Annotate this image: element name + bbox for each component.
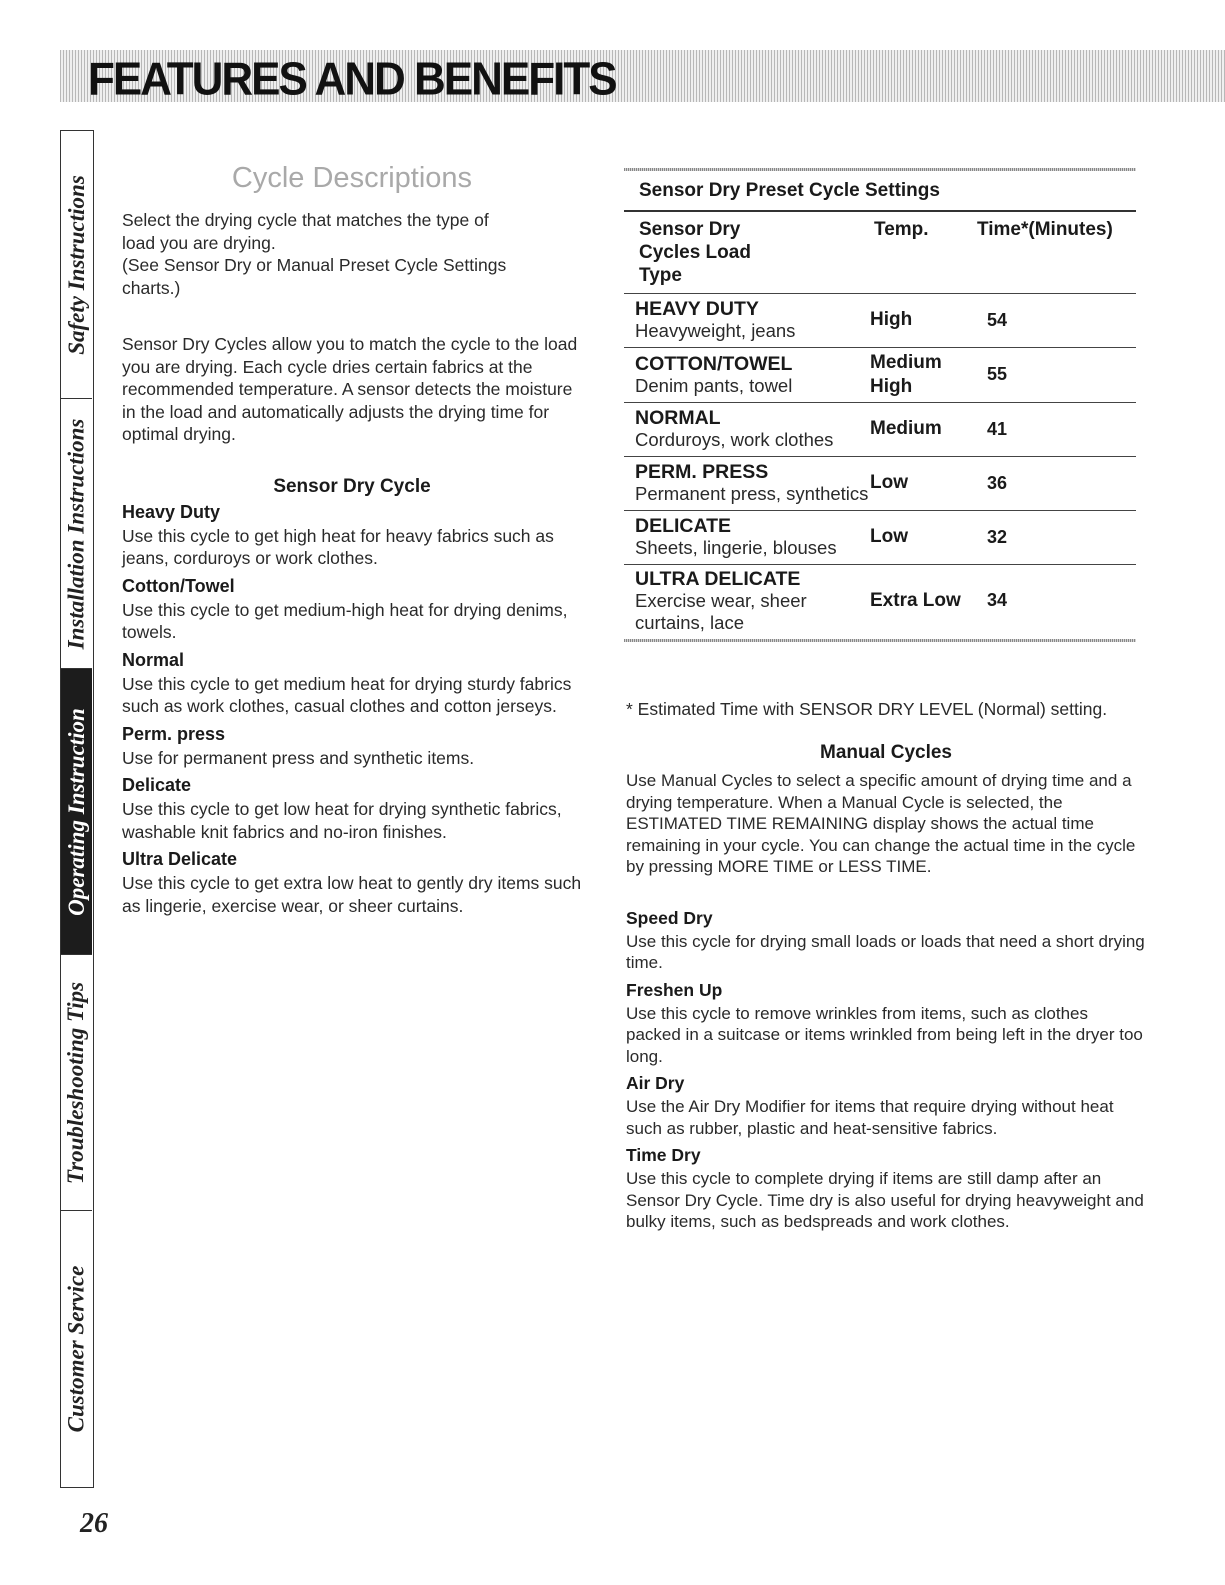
load-type: Permanent press, synthetics [635,483,869,504]
intro-line: (See Sensor Dry or Manual Preset Cycle Settings [122,255,507,275]
table-row [624,456,1136,510]
table-body [624,293,1136,637]
cycle-name: Ultra Delicate [122,849,238,869]
table-row [624,402,1136,456]
table-header-row [624,212,1136,293]
temp-cell: Low [870,472,908,493]
section-title: Cycle Descriptions [231,162,473,194]
cycle-description: Use the Air Dry Modifier for items that require drying without heat such as rubber, plastic and heat-sensitive fabrics. [626,1097,1114,1138]
header-time: Time*(Minutes) [977,218,1113,240]
time-cell: 34 [987,590,1008,610]
intro-line: load you are drying. [122,232,276,253]
tab-operating-instruction[interactable] [61,669,92,955]
cycle-name: Speed Dry [626,907,713,928]
time-cell: 36 [987,472,1008,493]
cycle-description: Use this cycle for drying small loads or loads that need a short drying time. [626,931,1145,972]
table-title: Sensor Dry Preset Cycle Settings [639,180,940,201]
cycle-name: Cotton/Towel [122,575,235,596]
load-type: Sheets, lingerie, blouses [635,537,837,558]
sensor-cycle-list [122,502,582,918]
tab-label: Troubleshooting Tips [63,981,89,1184]
cycle-name: Perm. press [122,723,226,744]
cycle-description: Use this cycle to get high heat for heavy fabrics such as jeans, corduroys or work clothes. [122,525,554,568]
cycle-name: ULTRA DELICATE [635,567,801,590]
cycle-description: Use this cycle to remove wrinkles from items, such as clothes packed in a suitcase or items wrinkled from being left in the dryer too long. [626,1003,1143,1066]
manual-cycles-heading: Manual Cycles [820,742,952,763]
cycle-description: Use this cycle to get medium-high heat for drying denims, towels. [122,599,568,642]
table-row [624,510,1136,564]
cycle-description: Use this cycle to get low heat for drying synthetic fabrics, washable knit fabrics and no-iron finishes. [122,799,562,842]
cycle-cell [635,515,870,559]
header-temp: Temp. [874,218,929,240]
table-bottom-rule [624,639,1136,642]
tab-customer-service[interactable] [61,1211,92,1487]
section-sidebar [60,130,94,1488]
load-type: Exercise wear, sheer curtains, lace [635,589,807,633]
time-cell: 41 [987,418,1008,439]
manual-cycle-list [626,908,1146,1233]
time-cell: 55 [987,364,1008,384]
page-number: 26 [80,1508,108,1539]
temp-cell: Extra Low [870,589,961,611]
cycle-description: Use this cycle to complete drying if items are still damp after an Sensor Dry Cycle. Time dry is also useful for drying heavyweight and bulky items, such as bedspreads and work clothes. [626,1169,1144,1231]
temp-cell: Low [870,526,908,547]
table-row [624,347,1136,402]
load-type: Denim pants, towel [635,374,793,396]
cycle-description: Use this cycle to get medium heat for drying sturdy fabrics such as work clothes, casual clothes and cotton jerseys. [122,673,572,716]
temp-cell: Medium [870,418,942,439]
table-row [624,564,1136,637]
tab-label: Installation Instructions [63,418,89,649]
table-footnote: * Estimated Time with SENSOR DRY LEVEL (Normal) setting. [626,699,1108,719]
cycle-cell [635,353,870,397]
cycle-name: Time Dry [626,1145,701,1165]
intro-text [122,209,582,299]
cycle-cell [635,568,870,634]
header-cycle-type: Sensor Dry Cycles Load Type [639,218,751,286]
cycle-name: Heavy Duty [122,501,221,522]
time-cell: 32 [987,526,1008,547]
load-type: Corduroys, work clothes [635,429,834,450]
intro-line: charts.) [122,277,181,298]
cycle-description: Use this cycle to get extra low heat to gently dry items such as lingerie, exercise wear, or sheer curtains. [122,873,582,916]
cycle-cell [635,407,870,451]
sensor-dry-heading: Sensor Dry Cycle [273,475,431,497]
table-row [624,293,1136,347]
manual-cycles-section [626,742,1146,1239]
cycle-name: Freshen Up [626,979,723,1000]
cycle-name: Delicate [122,775,192,795]
cycle-descriptions-section [122,160,582,923]
tab-label: Operating Instruction [63,707,89,916]
load-type: Heavyweight, jeans [635,320,796,341]
tab-troubleshooting-tips[interactable] [61,955,92,1211]
tab-installation-instructions[interactable] [61,399,92,669]
temp-cell: High [870,309,913,330]
tab-label: Customer Service [63,1265,89,1433]
cycle-name: COTTON/TOWEL [635,352,793,375]
cycle-name: HEAVY DUTY [635,298,759,320]
temp-cell: Medium High [870,351,942,397]
cycle-name: Air Dry [626,1073,685,1093]
time-cell: 54 [987,309,1008,330]
sensor-dry-paragraph: Sensor Dry Cycles allow you to match the cycle to the load you are drying. Each cycle dries certain fabrics at the recommended temperature. A sensor detects the moisture in the load and automatically adjusts the drying time for optimal drying. [122,334,578,444]
cycle-cell [635,461,870,505]
cycle-name: DELICATE [635,515,732,537]
cycle-cell [635,298,870,342]
tab-label: Safety Instructions [63,174,89,355]
manual-cycles-intro: Use Manual Cycles to select a specific amount of drying time and a drying temperature. When a Manual Cycle is selected, the ESTIMATED TIME REMAINING display shows the actual time remaining in your cycle. You can change the actual time in the cycle by pressing MORE TIME or LESS TIME. [626,771,1136,876]
intro-line: Select the drying cycle that matches the type of [122,210,489,230]
cycle-name: PERM. PRESS [635,461,769,483]
cycle-description: Use for permanent press and synthetic items. [122,747,475,768]
page-header-title: FEATURES AND BENEFITS [88,53,616,106]
cycle-name: Normal [122,649,185,670]
tab-safety-instructions[interactable] [61,131,92,399]
sensor-dry-table [624,168,1136,642]
cycle-name: NORMAL [635,407,721,429]
